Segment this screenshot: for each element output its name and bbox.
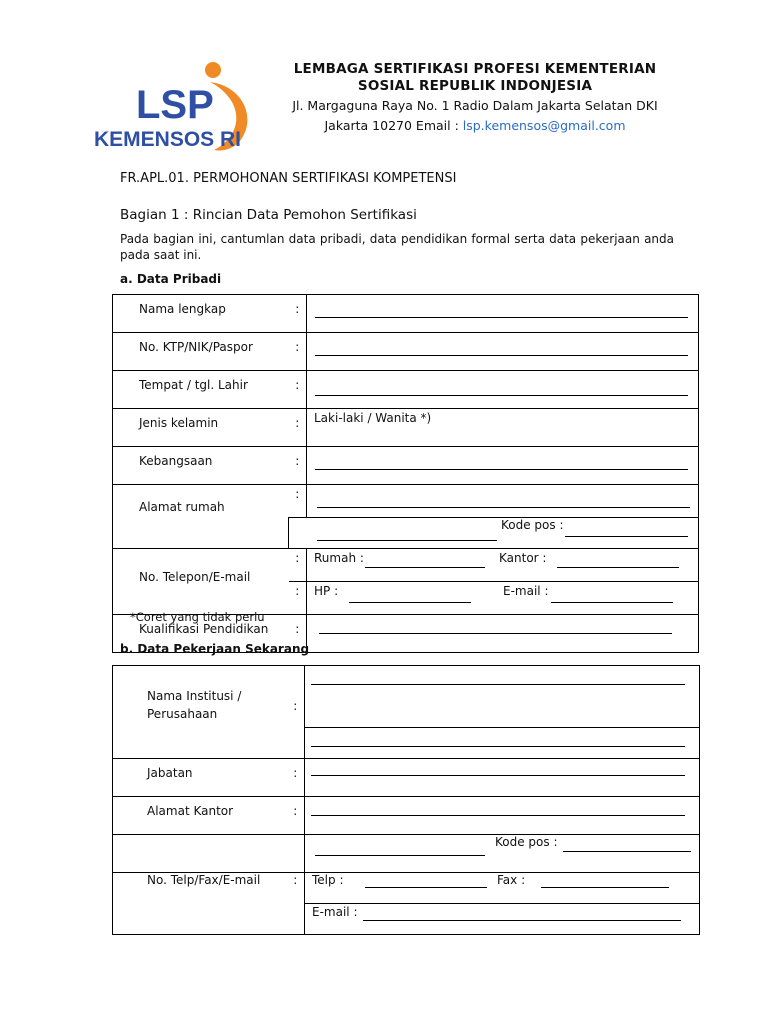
input-alamat-kantor[interactable] [305,797,700,835]
colon: : [289,615,307,653]
input-email-kantor[interactable] [305,904,700,935]
fax-label: Fax : [497,873,526,887]
section-title: Bagian 1 : Rincian Data Pemohon Sertifikasi [120,207,417,223]
telp-label: Telp : [312,873,344,887]
input-alamat-rumah-line2[interactable] [289,518,699,549]
label-alamat-rumah: Alamat rumah [113,485,289,549]
label-jenis-kelamin: Jenis kelamin [113,409,289,447]
colon: : [287,759,305,797]
label-ktp: No. KTP/NIK/Paspor [113,333,289,371]
input-institusi-line2[interactable] [305,727,700,758]
colon: : [289,447,307,485]
kode-pos-label: Kode pos : [495,835,558,849]
email-link[interactable]: lsp.kemensos@gmail.com [462,118,626,133]
input-telepon-rumah-kantor[interactable] [307,549,699,582]
colon: : [289,295,307,333]
institution-title-line1: LEMBAGA SERTIFIKASI PROFESI KEMENTERIAN [293,61,657,77]
kode-pos-label: Kode pos : [501,518,564,532]
label-empty [113,835,287,873]
input-jenis-kelamin[interactable] [307,409,699,447]
colon-empty [287,835,305,873]
input-ktp[interactable] [307,333,699,371]
input-jabatan[interactable] [305,759,700,797]
logo-orange-dot [205,62,221,78]
rumah-label: Rumah : [314,551,364,565]
input-telp-fax[interactable] [305,873,700,904]
colon: : [289,582,307,615]
label-kebangsaan: Kebangsaan [113,447,289,485]
kantor-label: Kantor : [499,551,547,565]
hp-label: HP : [314,584,339,598]
document-code: FR.APL.01. PERMOHONAN SERTIFIKASI KOMPETENSI [120,171,457,186]
colon: : [289,485,307,518]
email-label: E-mail : [312,905,358,919]
label-telp-fax-email: No. Telp/Fax/E-mail [113,873,287,935]
input-kualifikasi-pendidikan[interactable] [307,615,699,653]
colon: : [287,797,305,835]
colon: : [287,666,305,759]
label-jabatan: Jabatan [113,759,287,797]
institution-title-line2: SOSIAL REPUBLIK INDONJESIA [357,78,593,94]
personal-data-table [112,294,699,653]
intro-paragraph: Pada bagian ini, cantumlan data pribadi, data pendidikan formal serta data pekerjaan anda pada saat ini. [120,232,674,262]
label-kualifikasi-pendidikan: Kualifikasi Pendidikan [113,615,289,653]
input-hp-email[interactable] [307,582,699,615]
colon: : [289,333,307,371]
colon: : [289,549,307,582]
label-telepon-email: No. Telepon/E-mail [113,549,289,615]
input-nama[interactable] [307,295,699,333]
address-line2-prefix: Jakarta 10270 Email : [324,118,463,133]
label-ttl: Tempat / tgl. Lahir [113,371,289,409]
footnote-coret: *Coret yang tidak perlu [130,610,265,624]
logo-kemensos-text: KEMENSOS RI [94,128,242,151]
colon: : [287,873,305,935]
input-kebangsaan[interactable] [307,447,699,485]
colon: : [289,409,307,447]
address-line2 [270,118,680,133]
email-label: E-mail : [503,584,549,598]
label-institusi: Nama Institusi / Perusahaan [113,666,287,759]
label-nama: Nama lengkap [113,295,289,333]
logo-lsp-text: LSP [136,83,214,127]
job-data-table [112,665,700,935]
address-line1: Jl. Margaguna Raya No. 1 Radio Dalam Jakarta Selatan DKI [292,98,658,113]
gender-options: Laki-laki / Wanita *) [314,411,432,425]
input-alamat-kantor-line2[interactable] [305,835,700,873]
part-a-title: a. Data Pribadi [120,272,222,286]
lsp-kemensos-logo [92,60,262,152]
colon: : [289,371,307,409]
part-b-title: b. Data Pekerjaan Sekarang [120,642,310,656]
input-alamat-rumah[interactable] [307,485,699,518]
input-institusi[interactable] [305,666,700,728]
input-ttl[interactable] [307,371,699,409]
label-alamat-kantor: Alamat Kantor [113,797,287,835]
